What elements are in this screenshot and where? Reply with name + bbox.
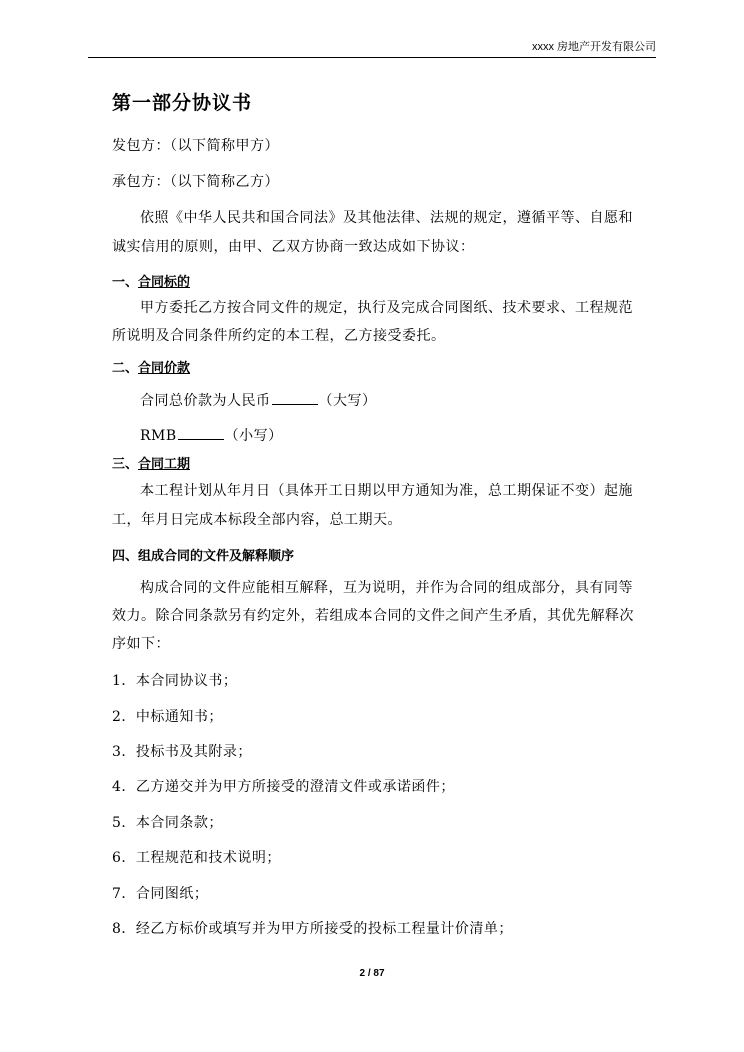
section-3-title: 合同工期 bbox=[138, 457, 191, 472]
rmb-label: RMB bbox=[140, 428, 177, 444]
list-item: 5．本合同条款； bbox=[112, 815, 223, 831]
section-1-number: 一、 bbox=[112, 275, 139, 290]
rmb-price-line bbox=[140, 425, 283, 445]
section-2-heading bbox=[112, 357, 190, 376]
section-1-title: 合同标的 bbox=[138, 275, 191, 290]
list-item: 7．合同图纸； bbox=[112, 886, 209, 902]
section-3-number: 三、 bbox=[112, 457, 139, 472]
contract-price-label: 合同总价款为人民币 bbox=[140, 393, 271, 409]
section-3-heading bbox=[112, 453, 190, 472]
section-3-line-1: 本工程计划从年月日（具体开工日期以甲方通知为准，总工期保证不变）起施 bbox=[140, 483, 633, 499]
section-2-number: 二、 bbox=[112, 361, 139, 376]
section-1-line-2: 所说明及合同条件所约定的本工程，乙方接受委托。 bbox=[112, 328, 446, 344]
page-number: 2 / 87 bbox=[359, 968, 385, 979]
rmb-price-blank[interactable] bbox=[178, 427, 224, 440]
contract-price-suffix: （大写） bbox=[318, 393, 377, 409]
list-item: 4．乙方递交并为甲方所接受的澄清文件或承诺函件； bbox=[112, 779, 455, 795]
section-4-heading: 四、组成合同的文件及解释顺序 bbox=[112, 549, 295, 564]
list-item: 6．工程规范和技术说明； bbox=[112, 850, 281, 866]
section-1-line-1: 甲方委托乙方按合同文件的规定，执行及完成合同图纸、技术要求、工程规范 bbox=[140, 300, 633, 316]
party-a-line: 发包方：（以下简称甲方） bbox=[112, 138, 279, 154]
party-b-line: 承包方：（以下简称乙方） bbox=[112, 174, 279, 190]
section-4-line-2: 效力。除合同条款另有约定外，若组成本合同的文件之间产生矛盾，其优先解释次 bbox=[112, 608, 634, 624]
contract-price-line bbox=[140, 390, 377, 410]
section-1-heading bbox=[112, 271, 190, 290]
header-divider bbox=[88, 57, 656, 58]
list-item: 2．中标通知书； bbox=[112, 709, 223, 725]
list-item: 8．经乙方标价或填写并为甲方所接受的投标工程量计价清单； bbox=[112, 921, 513, 937]
page-title: 第一部分协议书 bbox=[112, 92, 253, 114]
section-4-line-3: 序如下： bbox=[112, 636, 170, 652]
rmb-suffix: （小写） bbox=[224, 428, 283, 444]
list-item: 3．投标书及其附录； bbox=[112, 744, 252, 760]
intro-paragraph-line-2: 诚实信用的原则，由甲、乙双方协商一致达成如下协议： bbox=[112, 239, 475, 255]
contract-price-blank[interactable] bbox=[272, 392, 318, 405]
header-company-name: xxxx 房地产开发有限公司 bbox=[531, 41, 656, 53]
section-4-line-1: 构成合同的文件应能相互解释，互为说明，并作为合同的组成部分，具有同等 bbox=[140, 580, 633, 596]
section-2-title: 合同价款 bbox=[138, 361, 191, 376]
intro-paragraph-line-1: 依照《中华人民共和国合同法》及其他法律、法规的规定，遵循平等、自愿和 bbox=[140, 210, 633, 226]
section-3-line-2: 工，年月日完成本标段全部内容，总工期天。 bbox=[112, 512, 402, 528]
list-item: 1．本合同协议书； bbox=[112, 673, 238, 689]
